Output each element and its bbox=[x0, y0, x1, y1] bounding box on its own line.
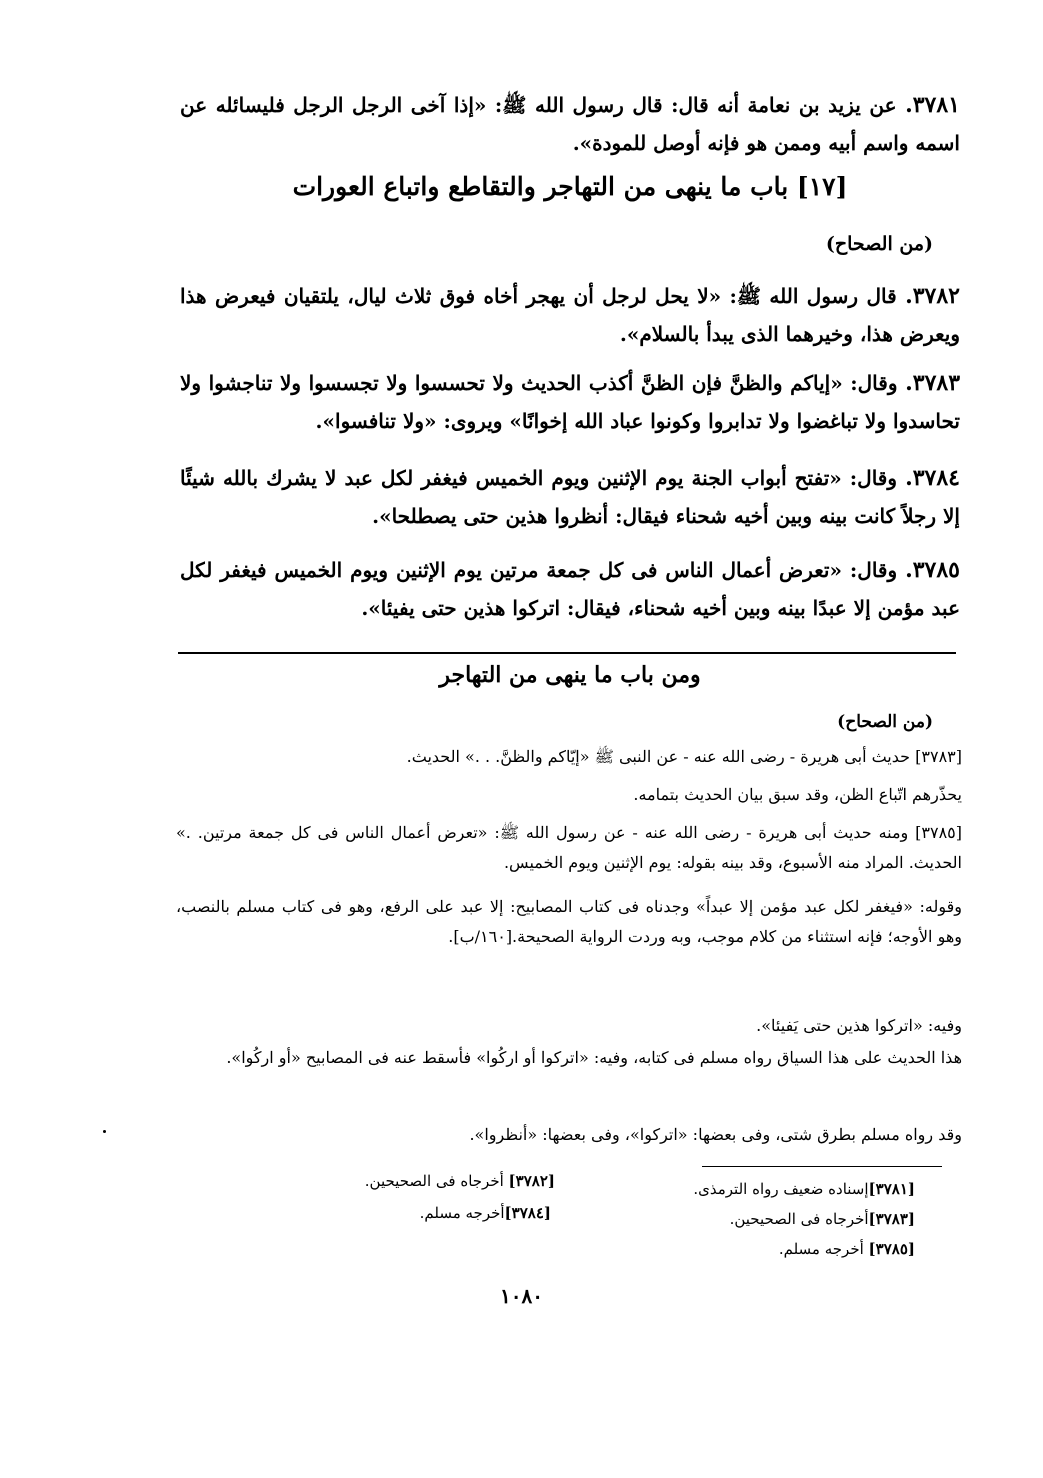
footnote-3782 bbox=[365, 1172, 555, 1190]
footnote-3784 bbox=[420, 1204, 551, 1222]
hadith-3784 bbox=[180, 459, 960, 535]
hadith-text: عن يزيد بن نعامة أنه قال: قال رسول الله ﷺ: «إذا آخى الرجل الرجل فليسائله عن اسمه واسم أبيه وممن هو فإنه أوصل للمودة». bbox=[180, 93, 960, 155]
hadith-number: ٣٧٨٣. bbox=[905, 370, 961, 396]
commentary-heading: ومن باب ما ينهى من التهاجر bbox=[439, 662, 701, 688]
hadith-text: وقال: «تفتح أبواب الجنة يوم الإثنين ويوم الخميس فيغفر لكل عبد لا يشرك بالله شيئًا إلا رجلاً كانت بينه وبين أخيه شحناء فيقال: أنظروا هذين حتى يصطلحا». bbox=[180, 466, 960, 528]
footnote-number: [٣٧٨٣] bbox=[868, 1210, 915, 1228]
commentary-paragraph: هذا الحديث على هذا السياق رواه مسلم فى كتابه، وفيه: «اتركوا أو اركُوا» فأسقط عنه فى المصابيح «أو اركُوا». bbox=[226, 1048, 962, 1067]
footnote-text: أخرجاه فى الصحيحين. bbox=[729, 1210, 869, 1228]
footnote-3785 bbox=[779, 1240, 915, 1258]
footnote-number: [٣٧٨٢] bbox=[508, 1172, 555, 1190]
page-number: ١٠٨٠ bbox=[500, 1284, 543, 1308]
commentary-line: وقد رواه مسلم بطرق شتى، وفى بعضها: «اتركوا»، وفى بعضها: «أنظروا». bbox=[469, 1125, 962, 1144]
hadith-text: وقال: «تعرض أعمال الناس فى كل جمعة مرتين يوم الإثنين ويوم الخميس فيغفر لكل عبد مؤمن إلا عبدًا بينه وبين أخيه شحناء، فيقال: اتركوا هذين حتى يفيئا». bbox=[180, 558, 960, 620]
scan-speck bbox=[103, 1130, 106, 1133]
hadith-3781 bbox=[180, 86, 960, 162]
chapter-heading: [١٧] باب ما ينهى من التهاجر والتقاطع واتباع العورات bbox=[292, 172, 848, 201]
footnote-text: أخرجه مسلم. bbox=[778, 1240, 864, 1258]
hadith-3783 bbox=[180, 364, 960, 440]
hadith-3782 bbox=[180, 277, 960, 353]
footnote-text: إسناده ضعيف رواه الترمذى. bbox=[693, 1180, 869, 1198]
hadith-number: ٣٧٨٥. bbox=[905, 557, 960, 583]
footnote-text: أخرجه مسلم. bbox=[419, 1204, 505, 1222]
hadith-number: ٣٧٨٤. bbox=[905, 465, 960, 491]
footnote-text: أخرجاه فى الصحيحين. bbox=[364, 1172, 504, 1190]
commentary-paragraph: [٣٧٨٥] ومنه حديث أبى هريرة - رضى الله عنه - عن رسول الله ﷺ: «تعرض أعمال الناس فى كل جمعة مرتين. .» الحديث. المراد منه الأسبوع، وقد بينه بقوله: يوم الإثنين ويوم الخميس. bbox=[176, 823, 962, 872]
hadith-number: ٣٧٨٢. bbox=[905, 283, 960, 309]
commentary-line: [٣٧٨٣] حديث أبى هريرة - رضى الله عنه - عن النبى ﷺ «إيّاكم والظنَّ. . .» الحديث. bbox=[406, 747, 962, 766]
section-label: (من الصحاح) bbox=[837, 712, 933, 732]
footnote-number: [٣٧٨٤] bbox=[504, 1204, 551, 1222]
hadith-text: وقال: «إياكم والظنَّ فإن الظنَّ أكذب الحديث ولا تحسسوا ولا تجسسوا ولا تناجشوا ولا تحاسدوا ولا تباغضوا ولا تدابروا وكونوا عباد الله إخوانًا» ويروى: «ولا تنافسوا». bbox=[180, 371, 960, 433]
footnote-3781 bbox=[693, 1180, 915, 1198]
footnote-number: [٣٧٨١] bbox=[868, 1180, 915, 1198]
footnote-3783 bbox=[730, 1210, 915, 1228]
footnote-number: [٣٧٨٥] bbox=[868, 1240, 915, 1258]
hadith-text: قال رسول الله ﷺ: «لا يحل لرجل أن يهجر أخاه فوق ثلاث ليال، يلتقيان فيعرض هذا ويعرض هذا، وخيرهما الذى يبدأ بالسلام». bbox=[180, 284, 960, 346]
separator-rule bbox=[178, 652, 956, 654]
section-label: (من الصحاح) bbox=[825, 233, 933, 255]
commentary-line: وفيه: «اتركوا هذين حتى يَفيئا». bbox=[756, 1016, 962, 1035]
commentary-line: يحذّرهم اتّباع الظن، وقد سبق بيان الحديث بتمامه. bbox=[633, 785, 962, 804]
footnote-rule bbox=[702, 1166, 942, 1167]
hadith-number: ٣٧٨١. bbox=[905, 92, 960, 118]
hadith-3785 bbox=[180, 551, 960, 627]
commentary-paragraph: وقوله: «فيغفر لكل عبد مؤمن إلا عبداً» وجدناه فى كتاب المصابيح: إلا عبد على الرفع، وهو فى كتاب مسلم بالنصب، وهو الأوجه؛ فإنه استثناء من كلام موجب، وبه وردت الرواية الصحيحة.[١٦٠/ب]. bbox=[176, 897, 962, 946]
